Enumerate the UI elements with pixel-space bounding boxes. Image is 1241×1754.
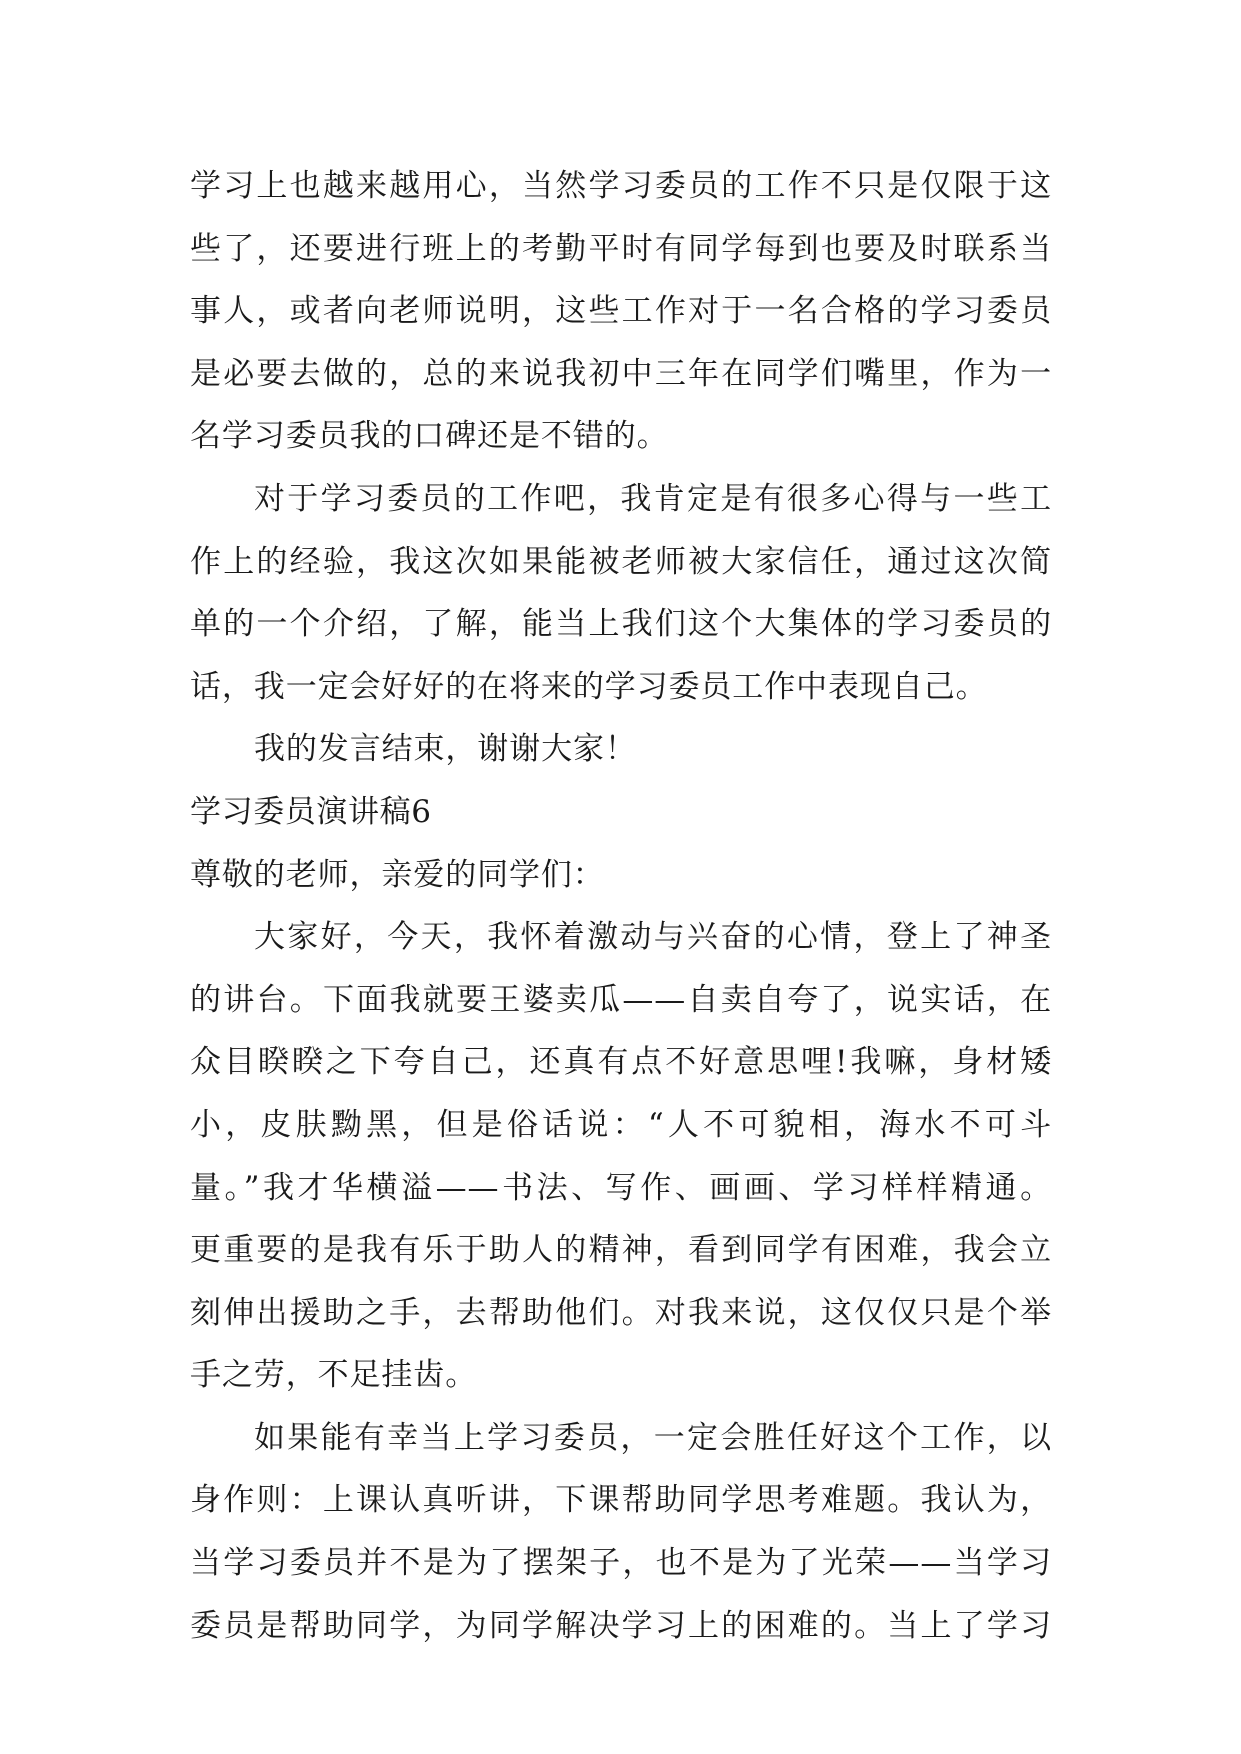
text-line: 如果能有幸当上学习委员，一定会胜任好这个工作，以: [254, 1419, 1052, 1456]
text-line: 委员是帮助同学，为同学解决学习上的困难的。当上了学习: [190, 1607, 1052, 1644]
text-line: 是必要去做的，总的来说我初中三年在同学们嘴里，作为一: [190, 355, 1052, 392]
text-line: 的讲台。下面我就要王婆卖瓜——自卖自夸了，说实话，在: [190, 981, 1052, 1018]
text-line: 量。”我才华横溢——书法、写作、画画、学习样样精通。: [190, 1169, 1052, 1206]
text-line: 众目睽睽之下夸自己，还真有点不好意思哩!我嘛，身材矮: [190, 1044, 1052, 1081]
text-line: 对于学习委员的工作吧，我肯定是有很多心得与一些工: [254, 480, 1052, 517]
text-line: 单的一个介绍，了解，能当上我们这个大集体的学习委员的: [190, 606, 1052, 643]
text-line: 作上的经验，我这次如果能被老师被大家信任，通过这次简: [190, 543, 1052, 580]
text-line: 小，皮肤黝黑，但是俗话说：“人不可貌相，海水不可斗: [190, 1106, 1052, 1143]
text-line: 当学习委员并不是为了摆架子，也不是为了光荣——当学习: [190, 1545, 1052, 1582]
section-title: 学习委员演讲稿6: [190, 793, 432, 830]
text-line: 身作则：上课认真听讲，下课帮助同学思考难题。我认为，: [190, 1482, 1052, 1519]
text-line: 刻伸出援助之手，去帮助他们。对我来说，这仅仅只是个举: [190, 1294, 1052, 1331]
paragraph-3: [190, 906, 1052, 1407]
closing-paragraph: [190, 718, 1052, 781]
text-line: 话，我一定会好好的在将来的学习委员工作中表现自己。: [190, 668, 988, 705]
text-line: 学习上也越来越用心，当然学习委员的工作不只是仅限于这: [190, 168, 1052, 204]
text-line: 事人，或者向老师说明，这些工作对于一名合格的学习委员: [190, 293, 1052, 330]
salutation: 尊敬的老师，亲爱的同学们：: [190, 856, 605, 893]
closing-line: 我的发言结束，谢谢大家！: [254, 731, 637, 768]
text-line: 手之劳，不足挂齿。: [190, 1357, 478, 1394]
document-page: [190, 155, 1052, 1657]
text-line: 更重要的是我有乐于助人的精神，看到同学有困难，我会立: [190, 1232, 1052, 1269]
text-line: 些了，还要进行班上的考勤平时有同学每到也要及时联系当: [190, 230, 1052, 267]
text-line: 名学习委员我的口碑还是不错的。: [190, 418, 669, 455]
paragraph-4: [190, 1407, 1052, 1657]
text-line: 大家好，今天，我怀着激动与兴奋的心情，登上了神圣: [254, 919, 1052, 956]
paragraph-2: [190, 468, 1052, 718]
paragraph-1: [190, 155, 1052, 468]
